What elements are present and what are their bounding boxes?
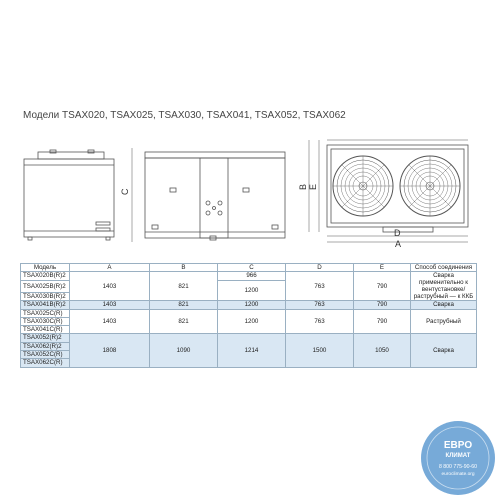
table-row: [21, 334, 477, 342]
table-row: [21, 309, 477, 317]
header-b: B: [150, 264, 218, 272]
header-e: E: [354, 264, 411, 272]
model-cell: TSAX030C(R): [21, 317, 70, 325]
logo-line2: КЛИМАТ: [445, 453, 471, 459]
c-cell: 1200: [218, 280, 286, 301]
table-row: [21, 272, 477, 280]
e-cell: 1050: [354, 334, 411, 367]
model-cell: TSAX041C(R): [21, 326, 70, 334]
b-cell: 821: [150, 272, 218, 301]
b-cell: 821: [150, 301, 218, 309]
logo-site: euroclimate.org: [441, 472, 475, 477]
b-cell: 821: [150, 309, 218, 334]
c-cell: 1200: [218, 309, 286, 334]
model-cell: TSAX062(R)2: [21, 342, 70, 350]
connection-cell: Сварка: [411, 334, 477, 367]
c-cell: 1200: [218, 301, 286, 309]
a-cell: 1808: [70, 334, 150, 367]
e-cell: 790: [354, 272, 411, 301]
d-cell: 1500: [286, 334, 354, 367]
header-connection: Способ соединения: [411, 264, 477, 272]
d-cell: 763: [286, 301, 354, 309]
e-cell: 790: [354, 301, 411, 309]
top-view: [309, 140, 468, 242]
logo-line1: ЕВРО: [443, 440, 473, 451]
page-title: Модели TSAX020, TSAX025, TSAX030, TSAX041, TSAX052, TSAX062: [23, 110, 346, 121]
e-cell: 790: [354, 309, 411, 334]
dim-e-label: E: [308, 183, 318, 190]
c-cell: 966: [218, 272, 286, 280]
dim-d-label: D: [394, 228, 401, 238]
d-cell: 763: [286, 272, 354, 301]
table-header-row: [21, 264, 477, 272]
dim-a-label: A: [395, 239, 402, 249]
euroclimate-logo: [420, 420, 496, 496]
d-cell: 763: [286, 309, 354, 334]
connection-cell: Сварка применительно к вентустановке/ раструбный — к ККБ: [411, 272, 477, 301]
a-cell: 1403: [70, 301, 150, 309]
model-cell: TSAX025C(R): [21, 309, 70, 317]
model-cell: TSAX030B(R)2: [21, 293, 70, 301]
header-d: D: [286, 264, 354, 272]
model-cell: TSAX025B(R)2: [21, 280, 70, 292]
header-c: C: [218, 264, 286, 272]
model-cell: TSAX041B(R)2: [21, 301, 70, 309]
header-model: Модель: [21, 264, 70, 272]
a-cell: 1403: [70, 272, 150, 301]
logo-phone: 8 800 775-90-60: [438, 464, 478, 470]
table-row: [21, 301, 477, 309]
a-cell: 1403: [70, 309, 150, 334]
c-cell: 1214: [218, 334, 286, 367]
header-a: A: [70, 264, 150, 272]
dim-b-label: B: [298, 183, 308, 190]
front-view: [132, 148, 285, 242]
model-cell: TSAX062C(R): [21, 359, 70, 367]
connection-cell: Сварка: [411, 301, 477, 309]
side-view: [24, 150, 114, 240]
model-cell: TSAX020B(R)2: [21, 272, 70, 280]
b-cell: 1090: [150, 334, 218, 367]
connection-cell: Раструбный: [411, 309, 477, 334]
model-cell: TSAX052(R)2: [21, 334, 70, 342]
model-cell: TSAX052C(R): [21, 351, 70, 359]
dim-c-label: C: [120, 188, 130, 195]
dimensions-table: [20, 263, 477, 368]
